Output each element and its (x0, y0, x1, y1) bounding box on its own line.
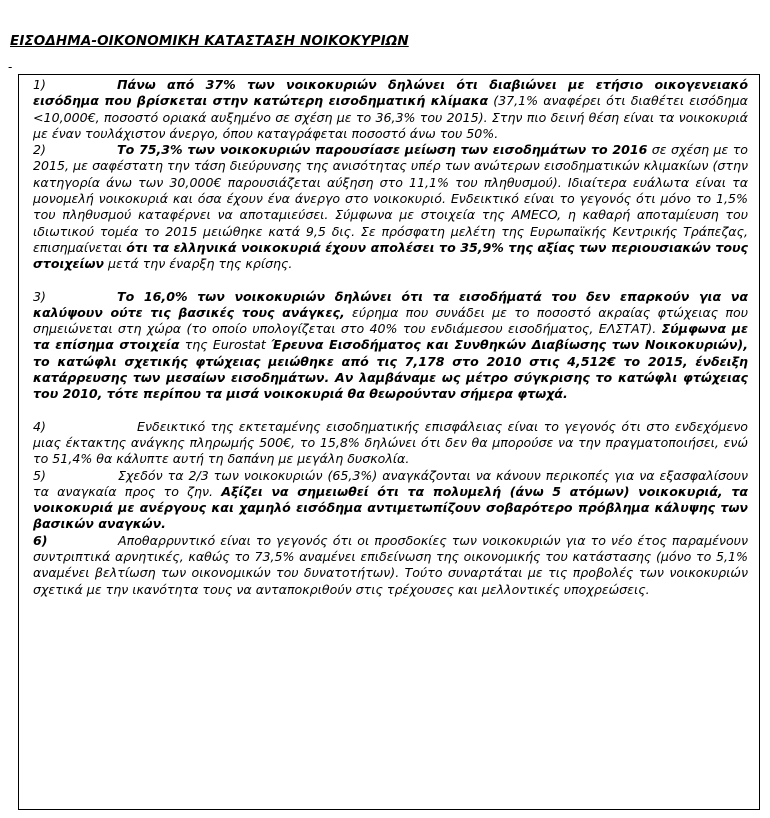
finding-text: σε σχέση με το 2015, με σαφέστατη την τάση διεύρυνσης της ανισότητας υπέρ των ανώτερων εισοδηματικών κλιμακίων (στην κατηγορία άνω των 30,000€ παρουσιάζεται αύξηση στο 11,1% του πληθυσμού). Ιδιαίτερα ευάλωτα είναι τα μονομελή νοικοκυριά και όσα έχουν ένα άνεργο στο νοικοκυριό. Ενδεικτικό είναι το γεγονός ότι μόνο το 1,5% του πληθυσμού καταφέρνει να αποταμιεύσει. Σύμφωνα με στοιχεία της AMECO, η καθαρή αποταμίευση του ιδιωτικού τομέα το 2015 μειώθηκε κατά 9,5 δις. Σε πρόσφατη μελέτη της Ευρωπαϊκής Κεντρικής Τράπεζας, επισημαίνεται (33, 142, 748, 255)
finding-highlight: Έρευνα Εισοδήματος και Συνθηκών Διαβίωσης των Νοικοκυριών), το κατώφλι σχετικής φτώχειας μειώθηκε από τις 7,178 στο 2010 στις 4,512€ το 2015, ένδειξη κατάρρευσης των μεσαίων εισοδημάτων. Αν λαμβάναμε ως μέτρο σύγκρισης το κατώφλι φτώχειας του 2010, τότε περίπου τα μισά νοικοκυριά θα θεωρούνταν σήμερα φτωχά. (33, 337, 748, 402)
finding-number: 3) (33, 288, 46, 304)
finding-number: 6) (33, 532, 48, 548)
finding-number: 1) (33, 77, 46, 92)
finding-number: 5) (33, 467, 46, 483)
finding-4 (33, 419, 748, 468)
finding-highlight: ότι τα ελληνικά νοικοκυριά έχουν απολέσει το 35,9% της αξίας των περιουσιακών τους στοιχείων (33, 239, 748, 272)
finding-text: εύρημα που συνάδει με το ποσοστό ακραίας φτώχειας που σημειώνεται στη χώρα (το οποίο υπολογίζεται στο 40% του ενδιάμεσου εισοδήματος, ΕΛΣΤΑΤ). (33, 304, 748, 337)
finding-1 (33, 77, 748, 142)
finding-highlight: Πάνω από 37% των νοικοκυριών δηλώνει ότι διαβιώνει με ετήσιο οικογενειακό εισόδημα που βρίσκεται στην κατώτερη εισοδηματική κλίμακα (33, 77, 748, 109)
finding-highlight: Σύμφωνα με τα επίσημα στοιχεία (33, 321, 748, 353)
finding-text: της Eurostat (179, 337, 272, 353)
finding-number: 2) (33, 142, 46, 158)
finding-text: Ενδεικτικό της εκτεταμένης εισοδηματικής επισφάλειας είναι το γεγονός ότι στο ενδεχόμενο μιας έκτακτης ανάγκης πληρωμής 500€, το 15,8% δηλώνει ότι δεν θα μπορούσε να την πραγματοποιήσει, ενώ το 51,4% θα κάλυπτε αυτή τη δαπάνη με μεγάλη δυσκολία. (33, 418, 748, 467)
findings-box (18, 74, 760, 810)
finding-6 (33, 533, 748, 598)
finding-number: 4) (33, 418, 46, 434)
finding-2 (33, 142, 748, 272)
finding-text: μετά την έναρξη της κρίσης. (103, 256, 293, 272)
finding-5 (33, 468, 748, 533)
finding-highlight: Το 16,0% των νοικοκυριών δηλώνει ότι τα εισοδήματά του δεν επαρκούν για να καλύψουν ούτε τις βασικές τους ανάγκες, (33, 288, 748, 320)
finding-text: Αποθαρρυντικό είναι το γεγονός ότι οι προσδοκίες των νοικοκυριών για το νέο έτος παραμένουν συντριπτικά αρνητικές, καθώς το 73,5% αναμένει επιδείνωση της οικονομικής του κατάστασης (μόνο το 5,1% αναμένει βελτίωση των οικονομικών του δυνατοτήτων). Τούτο συναρτάται με τις προβολές των νοικοκυριών σχετικά με την ικανότητα τους να ανταποκριθούν στις τρέχουσες και μελλοντικές υποχρεώσεις. (33, 532, 748, 597)
finding-3 (33, 289, 748, 403)
finding-highlight: Αξίζει να σημειωθεί ότι τα πολυμελή (άνω 5 ατόμων) νοικοκυριά, τα νοικοκυριά με ανέργους και χαμηλό εισόδημα αντιμετωπίζουν σοβαρότερο πρόβλημα κάλυψης των βασικών αναγκών. (33, 483, 749, 532)
page-title: ΕΙΣΟΔΗΜΑ-ΟΙΚΟΝΟΜΙΚΗ ΚΑΤΑΣΤΑΣΗ ΝΟΙΚΟΚΥΡΙΩΝ (10, 33, 409, 49)
finding-text: (37,1% αναφέρει ότι διαθέτει εισόδημα <10,000€, ποσοστό οριακά αυξημένο σε σχέση με το 36,3% του 2015). Στην πιο δεινή θέση είναι τα νοικοκυριά με έναν τουλάχιστον άνεργο, όπου καταγράφεται ποσοστό άνω του 50%. (33, 93, 748, 141)
finding-text: Σχεδόν τα 2/3 των νοικοκυριών (65,3%) αναγκάζονται να κάνουν περικοπές για να εξασφαλίσουν τα αναγκαία προς το ζην. (33, 467, 748, 499)
dash-marker: - (8, 60, 13, 74)
finding-highlight: Το 75,3% των νοικοκυριών παρουσίασε μείωση των εισοδημάτων το 2016 (117, 142, 648, 158)
